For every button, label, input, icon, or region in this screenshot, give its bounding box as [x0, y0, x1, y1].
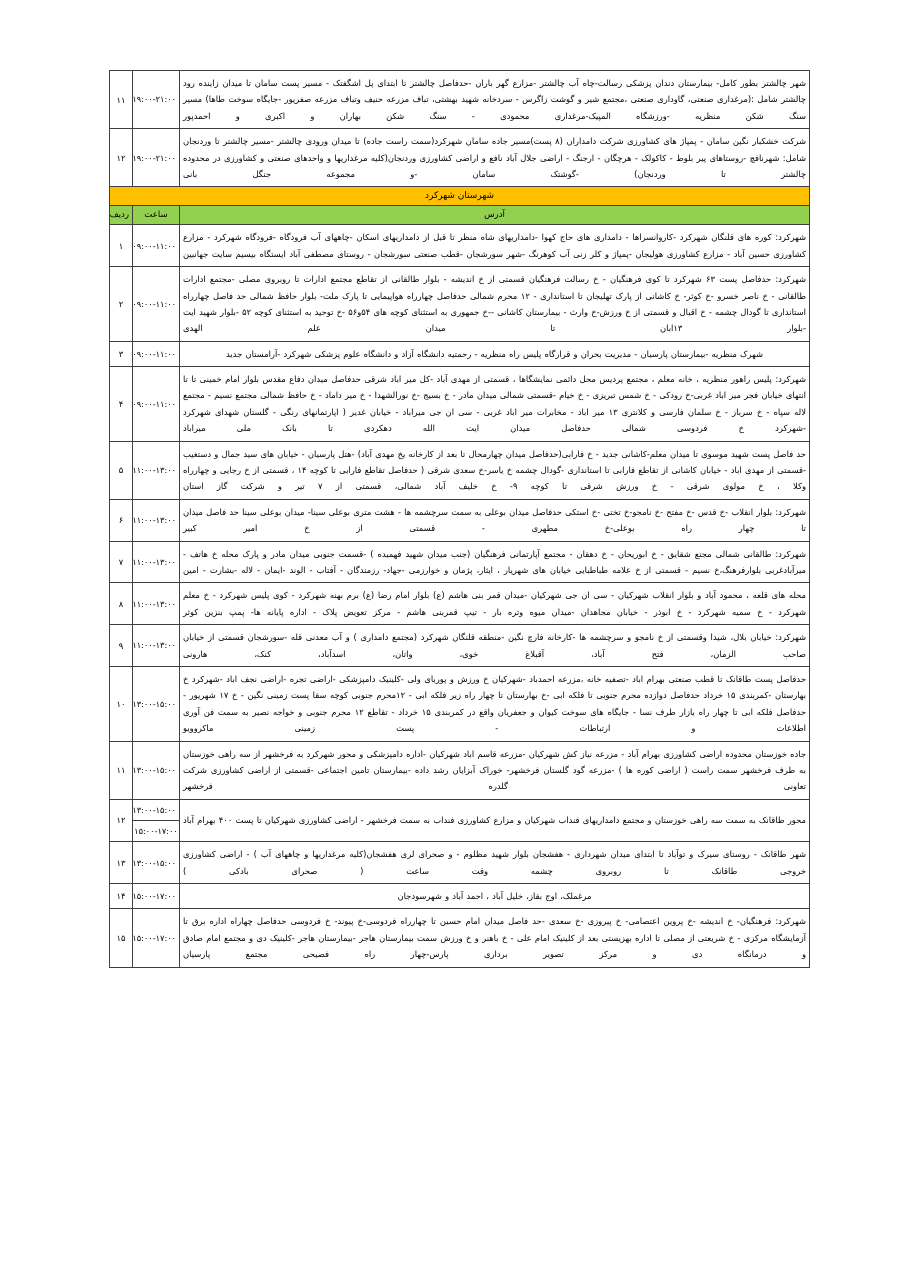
time-cell: [133, 367, 180, 442]
address-cell: حد فاصل پست شهید موسوی تا میدان معلم-کاشانی جدید - خ فارابی(حدفاصل میدان چهارمحال تا بعد از کارخانه یخ مهدی آباد) -هتل پارسیان - خیابان های سید جمال و دستغیب -قسمتی از مهدی اباد - خیابان کاشانی از تقاطع فارابی تا استانداری -گودال چشمه خ یاسر-خ سعدی شرقی ( حدفاصل تقاطع فارابی تا کوچه ۱۴ ، قسمتی از خ رجایی و چهارراه وکلا ، خ مولوی شرقی - خ ورزش شرقی تا کوچه ۹- خ خلیف آباد شمالی، قسمتی از ۷ تیر و شرکت گاز استان: [180, 441, 810, 499]
table-row: [110, 267, 810, 342]
time-cell: [133, 799, 180, 842]
table-row: [110, 842, 810, 884]
row-number-cell: ۲: [110, 267, 133, 342]
time-slot: ۱۵:۰۰-۱۷:۰۰: [132, 820, 180, 837]
time-cell: [133, 129, 180, 187]
address-cell: شرکت خشکبار نگین سامان - پمپاژ های کشاورزی شرکت دامداران (۸ پست)مسیر جاده سامان شهرکرد(سمت راست جاده) تا میدان ورودی چالشتر -مسیر چالشتر تا وردنجان شامل: شهرنافچ -روستاهای پیر بلوط - کاکولک - هرچگان - ارجنگ - اراضی جلال آباد نافع و اراضی کشاورزی وردنجان(کلیه مرغداریها و واحدهای صنعتی و کشاورزی در محدوده چالشتر تا وردنجان) -گوشتک سامان -و مجموعه جنگل بانی: [180, 129, 810, 187]
time-slot: ۱۱:۰۰-۱۳:۰۰: [132, 598, 176, 609]
address-cell: مرغملک، اوج بقاز، خلیل آباد ، احمد آباد و شهرسودجان: [180, 884, 810, 909]
row-number-cell: ۱۲: [110, 129, 133, 187]
time-cell: [133, 341, 180, 366]
row-number-cell: ۱۱: [110, 741, 133, 799]
row-number-cell: ۸: [110, 583, 133, 625]
table-row: [110, 884, 810, 909]
column-header-row: [110, 206, 810, 225]
time-slot: ۱۵:۰۰-۱۷:۰۰: [132, 932, 176, 943]
time-cell: [133, 541, 180, 583]
time-slot: ۱۳:۰۰-۱۵:۰۰: [132, 764, 176, 775]
row-number-cell: ۶: [110, 499, 133, 541]
time-slot: ۱۱:۰۰-۱۳:۰۰: [132, 465, 176, 476]
row-number-cell: ۱۱: [110, 71, 133, 129]
address-cell: شهرکرد: طالقانی شمالی مجتع شقایق - خ ابوریحان - خ دهقان - مجتمع آپارتمانی فرهنگیان (جنب میدان شهید فهمیده ) -قسمت جنوبی میدان مادر و پارک محله خ هاتف - میرآبادغربی بلوارفرهنگ،خ نسیم - قسمتی از خ علامه طباطبایی خیابان های شهریار ، ایثار، پژمان و خوارزمی -جهاد- رزمندگان - آفتاب - الوند -ایمان - لاله -بشارت - امین: [180, 541, 810, 583]
row-number-cell: ۳: [110, 341, 133, 366]
time-slot: ۰۹:۰۰-۱۱:۰۰: [132, 298, 176, 309]
time-slot: ۱۵:۰۰-۱۷:۰۰: [132, 891, 176, 902]
table-row: [110, 499, 810, 541]
address-cell: محور طاقانک به سمت سه راهی خوزستان و مجتمع دامداریهای فنداب شهرکیان و مزارع کشاورزی فنداب به سمت فرخشهر - اراضی کشاورزی شهرکیان تا پست ۴۰۰ بهرام آباد: [180, 799, 810, 842]
row-number-cell: ۹: [110, 625, 133, 667]
table-row: [110, 741, 810, 799]
time-slot: ۰۹:۰۰-۱۱:۰۰: [132, 240, 176, 251]
time-cell: [133, 583, 180, 625]
time-slot: ۰۹:۰۰-۱۱:۰۰: [132, 398, 176, 409]
time-slot: ۱۳:۰۰-۱۵:۰۰: [132, 804, 176, 815]
time-slot: ۱۱:۰۰-۱۳:۰۰: [132, 640, 176, 651]
section-banner-label: شهرستان شهرکرد: [110, 187, 810, 206]
table-row: [110, 367, 810, 442]
address-cell: شهرکرد: خیابان بلال، شیدا وقسمتی از خ نامجو و سرچشمه ها -کارخانه فارچ نگین -منطقه قلنگان شهرکرد (مجتمع دامداری ) و آب معدنی قله -سورشجان قسمتی از خیابان صاحب الزمان، فتح آباد، آقبلاغ خوی، واتان، اسدآباد، کنک، هارونی: [180, 625, 810, 667]
table-body: [110, 71, 810, 968]
time-slot: ۱۱:۰۰-۱۳:۰۰: [132, 515, 176, 526]
column-header-time: ساعت: [133, 206, 180, 225]
table-row: [110, 71, 810, 129]
row-number-cell: ۱۴: [110, 884, 133, 909]
address-cell: محله های قلعه ، محمود آباد و بلوار انقلاب شهرکیان - سی ان جی شهرکیان -میدان قمر بنی هاشم (ع) بلوار امام رضا (ع) برم بهنه شهرکرد - کوی پلیس شهرکرد - خ معلم شهرکرد - خ سمیه شهرکرد - خ ابوذر - خیابان مجاهدان -میدان میوه وتره بار - تیپ قمربنی هاشم - مرکز تعویض پلاک - اداره پایانه ها- پمپ بنزین کوثر: [180, 583, 810, 625]
time-cell: [133, 842, 180, 884]
row-number-cell: ۷: [110, 541, 133, 583]
table-row: [110, 129, 810, 187]
table-row: [110, 909, 810, 967]
time-slot: ۰۹:۰۰-۱۱:۰۰: [132, 348, 176, 359]
time-cell: [133, 666, 180, 741]
outage-schedule-table: [109, 70, 810, 968]
table-row: [110, 666, 810, 741]
table-row: [110, 625, 810, 667]
time-cell: [133, 267, 180, 342]
address-cell: شهر طاقانک - روستای سیرک و توآباد تا ابتدای میدان شهرداری - هفشجان بلوار شهید مظلوم - و صحرای لری هفشجان(کلیه مرغداریها و چاههای آب ) - اراضی کشاورزی خروجی طاقانک تا روبروی چشمه وقت ساعت ( صحرای بادکی ): [180, 842, 810, 884]
time-cell: [133, 741, 180, 799]
table-row: [110, 583, 810, 625]
address-cell: حدفاصل پست طاقانک تا قطب صنعتی بهرام اباد -تصفیه خانه ،مزرعه احمدباد -شهرکیان خ ورزش و پوربای ولی -کلینیک دامپزشکی -اراضی تجره -اراضی نجف اباد -شهرکرد خ بهارستان -کمربندی ۱۵ خرداد حدفاصل دوازده محرم جنوبی تا فلکه ابی -خ بهارستان تا چهار راه زیر فلکه ابی - ۱۲محرم جنوبی کوچه سقا پست زمینی نگین - خ ۱۷ شهریور - حدفاصل فلکه ابی تا چهار راه بازار طرف نسا - جایگاه های سوخت کیوان و جعفریان واقع در کمربندی ۱۵ خرداد - تقاطع ۱۲ محرم جنوبی و خواجه نصیر به سمت فن آوری اطلاعات و ارتباطات - پست زمینی ماکروویو: [180, 666, 810, 741]
row-number-cell: ۱۳: [110, 842, 133, 884]
row-number-cell: ۱۲: [110, 799, 133, 842]
table-row: [110, 225, 810, 267]
time-cell: [133, 884, 180, 909]
table-row: [110, 799, 810, 842]
time-cell: [133, 625, 180, 667]
table-row: [110, 441, 810, 499]
column-header-address: آدرس: [180, 206, 810, 225]
time-slot: ۱۳:۰۰-۱۵:۰۰: [132, 698, 176, 709]
address-cell: شهرکرد: بلوار انقلاب -خ قدس -خ مفتح -خ نامجو-خ تختی -خ استکی حدفاصل میدان بوعلی به سمت سرچشمه ها - هشت متری بوعلی سینا- میدان بوعلی سینا حد فاصل میدان تا چهار راه بوعلی-خ مطهری - قسمتی از خ امیر کبیر: [180, 499, 810, 541]
time-slot: ۱۱:۰۰-۱۳:۰۰: [132, 556, 176, 567]
time-slot: ۱۹:۰۰-۲۱:۰۰: [132, 94, 176, 105]
row-number-cell: ۱: [110, 225, 133, 267]
row-number-cell: ۵: [110, 441, 133, 499]
time-cell: [133, 225, 180, 267]
time-cell: [133, 909, 180, 967]
time-cell: [133, 71, 180, 129]
address-cell: شهرکرد: پلیس راهور منظریه ، خانه معلم ، مجتمع پردیس محل دائمی نمایشگاها ، قسمتی از مهدی آباد -کل میر اباد شرقی حدفاصل میدان دفاع مقدس بلوار امام خمینی تا تا انتهای خیابان فجر میر اباد غربی-خ رودکی - خ شمس تبریزی - خ خیام -قسمتی شمالی میدان مادر - خ بسیج -خ نورالشهدا - خ میر داماد - خ حافظ شمالی مجتمع نسیم - مجتمع لاله سپاه - خ سرباز - خ سلمان فارسی و کلانتری ۱۳ میر اباد - مخابرات میر اباد غربی - سی ان جی میراباد - خیابان غدیر ( اپارتمانهای رنگی - گلستان شهدای شهرکرد -شهرکرد خ فردوسی شمالی حدفاصل میدان ایت الله دهکردی تا بانک ملی میراباد: [180, 367, 810, 442]
address-cell: شهرکرد: فرهنگیان- خ اندیشه -خ پروین اعتصامی- خ پیروزی -خ سعدی -حد فاصل میدان امام حسین تا چهارراه فردوسی-خ پیوند- خ فردوسی حدفاصل چهاراه اداره برق تا آزمایشگاه مرکزی - خ شریعتی از مصلی تا اداره بهزیستی بعد از کلینیک امام علی - خ باهنر و خ ورزش سمت بیمارستان هاجر -بیمارستان هاجر -کلینیک دی و مجتمع امام صادق و درمانگاه دی و مرکز تصویر برداری پارس-چهار راه فصیحی مجتمع پارسیان: [180, 909, 810, 967]
column-header-row-number: ردیف: [110, 206, 133, 225]
row-number-cell: ۴: [110, 367, 133, 442]
address-cell: شهرکرد: کوره های قلنگان شهرکرد -کاروانسراها - دامداری های حاج کهوا -دامداریهای شاه منظر تا قبل از دامداریهای اسکان -چاههای آب فرودگاه -فرودگاه شهرکرد - مزارع کشاورزی حسین آباد - مزارع کشاورزی هولیجان -پمپاژ و کلر زنی آب کوهرنگ -شهر سورشجان -قطب صنعتی سورشجان - روستای مصطفی آباد ایستگاه بیسیم سایت جهانبین: [180, 225, 810, 267]
address-cell: شهرکرد: حدفاصل پست ۶۳ شهرکرد تا کوی فرهنگیان - خ رسالت فرهنگیان قسمتی از خ اندیشه - بلوار طالقانی از تقاطع مجتمع ادارات تا روبروی مصلی -مجتمع ادارات طالقانی - خ ناصر خسرو -خ کوثر- خ کاشانی از پارک تهلیجان تا استانداری - ۱۲ محرم شمالی حدفاصل چهارراه هواپیمایی تا پارک ملت- بلوار حافظ شمالی حد فاصل چهارراه استانداری تا گودال چشمه - خ اقبال و قسمتی از خ ورزش-خ وارث - بیمارستان کاشانی --خ جمهوری به استثنای کوچه های ۵۴و۵۶ -خ توحید به استثنای کوچه ۵۲ -بلوار شهید ایت -بلوار ۱۳ابان تا میدان علم الهدی: [180, 267, 810, 342]
time-cell: [133, 441, 180, 499]
time-slot: ۱۳:۰۰-۱۵:۰۰: [132, 857, 176, 868]
time-slot: ۱۹:۰۰-۲۱:۰۰: [132, 152, 176, 163]
address-cell: جاده خوزستان محدوده اراضی کشاورزی بهرام آباد - مزرعه نیاز کش شهرکیان -مزرعه قاسم اباد شهرکیان -اداره دامپزشکی و محور شهرکرد به فرخشهر از سه راهی خوزستان به طرف فرخشهر سمت راست ( اراضی کوره ها ) -مزرعه گود گلستان فرخشهر- خوراک آبزایان رشد داده -بیمارستان تامین اجتماعی -قسمتی از اراضی کشاورزی شرکت تعاونی گلدره فرخشهر: [180, 741, 810, 799]
address-cell: شهر چالشتر بطور کامل- بیمارستان دندان پزشکی رسالت-چاه آب چالشتر -مزارع گهر باران -حدفاصل چالشتر تا ابتدای پل اشگفتک - مسیر پست سامان تا میدان زاینده رود چالشتر شامل :(مرغداری صنعتی، گاوداری صنعتی ،مجتمع شیر و گوشت زاگرس - سردخانه شهید بهشتی، تباف مزرعه حنیف وتباف مزرعه صفرپور -جایگاه سوخت طاها) مسیر سنگ شکن منظریه -ورزشگاه المپیک-مرغداری محمودی - سنگ شکن بهاران و اکبری و احمدپور: [180, 71, 810, 129]
section-banner-row: [110, 187, 810, 206]
address-cell: شهرک منظریه -بیمارستان پارسیان - مدیریت بحران و قرارگاه پلیس راه منظریه - رحمتیه دانشگاه آزاد و دانشگاه علوم پزشکی شهرکرد -آرامستان جدید: [180, 341, 810, 366]
row-number-cell: ۱۵: [110, 909, 133, 967]
table-row: [110, 341, 810, 366]
table-row: [110, 541, 810, 583]
time-cell: [133, 499, 180, 541]
row-number-cell: ۱۰: [110, 666, 133, 741]
